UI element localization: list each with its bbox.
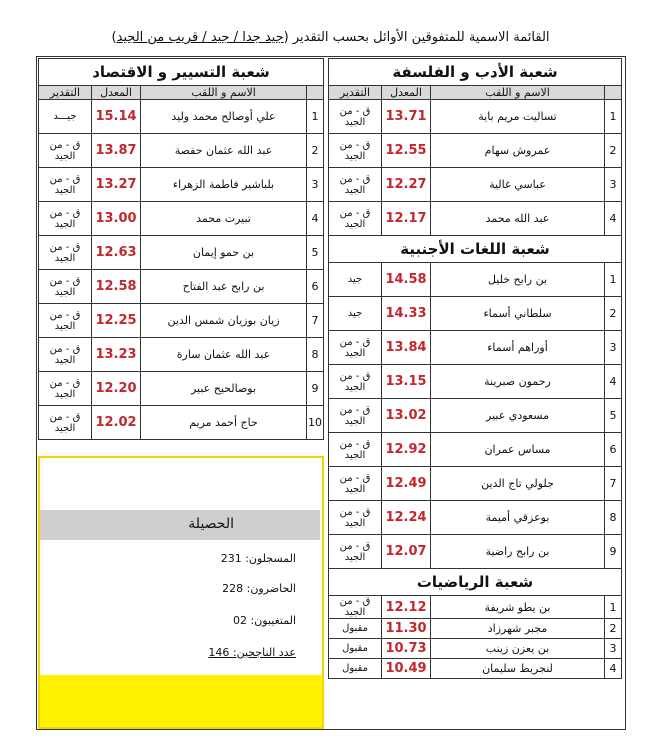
table-row	[39, 202, 324, 236]
student-name: زيان بوزيان شمس الدين	[141, 304, 307, 338]
present-label: الحاضرون:	[246, 582, 296, 595]
table-row	[39, 338, 324, 372]
student-grade: مقبول	[329, 659, 382, 679]
table-row	[329, 331, 622, 365]
row-number: 6	[307, 270, 324, 304]
student-grade: ق - من الجيد	[329, 100, 382, 134]
summary-registered	[221, 552, 296, 565]
row-number: 4	[605, 202, 622, 236]
table-row	[39, 270, 324, 304]
table-row	[329, 202, 622, 236]
row-number: 3	[605, 639, 622, 659]
row-number: 7	[605, 467, 622, 501]
table-literature	[328, 58, 622, 679]
table-row	[329, 639, 622, 659]
row-number: 9	[605, 535, 622, 569]
student-grade: ق - من الجيد	[39, 236, 92, 270]
row-number: 2	[605, 619, 622, 639]
page-title	[0, 30, 661, 45]
student-average: 13.27	[92, 168, 141, 202]
student-average: 12.20	[92, 372, 141, 406]
summary-passed	[208, 646, 296, 659]
registered-value: 231	[220, 552, 242, 565]
student-name: بن يعزن زينب	[431, 639, 605, 659]
summary-absent	[233, 614, 296, 627]
student-name: بن حمو إيمان	[141, 236, 307, 270]
passed-label: عدد الناجحين:	[232, 646, 296, 659]
section-title-literature: شعبة الأدب و الفلسفة	[329, 59, 622, 86]
student-name: عمروش سهام	[431, 134, 605, 168]
col-name: الاسم و اللقب	[431, 86, 605, 100]
student-grade: ق - من الجيد	[329, 134, 382, 168]
col-grade: التقدير	[39, 86, 92, 100]
row-number: 5	[605, 399, 622, 433]
student-name: بوعزقي أميمة	[431, 501, 605, 535]
table-management	[38, 58, 324, 440]
student-grade: ق - من الجيد	[39, 304, 92, 338]
student-grade: ق - من الجيد	[39, 168, 92, 202]
row-number: 4	[605, 659, 622, 679]
student-average: 13.15	[382, 365, 431, 399]
row-number: 1	[307, 100, 324, 134]
student-grade: ق - من الجيد	[39, 338, 92, 372]
row-number: 2	[307, 134, 324, 168]
student-grade: جيد	[329, 297, 382, 331]
table-row	[329, 100, 622, 134]
table-row	[329, 659, 622, 679]
student-name: تساليت مريم باية	[431, 100, 605, 134]
student-name: علي أوصالح محمد وليد	[141, 100, 307, 134]
row-number: 1	[605, 263, 622, 297]
student-grade: ق - من الجيد	[329, 433, 382, 467]
student-name: بوصالحيح عبير	[141, 372, 307, 406]
table-row	[39, 304, 324, 338]
student-grade: جيد	[329, 263, 382, 297]
row-number: 7	[307, 304, 324, 338]
col-avg: المعدل	[382, 86, 431, 100]
student-average: 13.84	[382, 331, 431, 365]
row-number: 3	[605, 168, 622, 202]
student-grade: ق - من الجيد	[329, 596, 382, 619]
student-average: 12.12	[382, 596, 431, 619]
student-grade: ق - من الجيد	[39, 134, 92, 168]
table-row	[39, 100, 324, 134]
student-average: 14.33	[382, 297, 431, 331]
student-grade: ق - من الجيد	[329, 399, 382, 433]
col-avg: المعدل	[92, 86, 141, 100]
student-name: مجبر شهرزاد	[431, 619, 605, 639]
registered-label: المسجلون:	[245, 552, 296, 565]
student-average: 13.87	[92, 134, 141, 168]
student-name: رحمون صبرينة	[431, 365, 605, 399]
student-average: 12.07	[382, 535, 431, 569]
table-row	[39, 168, 324, 202]
student-average: 13.00	[92, 202, 141, 236]
student-grade: ق - من الجيد	[329, 535, 382, 569]
summary-box	[38, 456, 324, 729]
section-title-management: شعبة التسيير و الاقتصاد	[39, 59, 324, 86]
student-average: 11.30	[382, 619, 431, 639]
student-name: عبد الله عثمان سارة	[141, 338, 307, 372]
student-average: 12.25	[92, 304, 141, 338]
student-name: أوراهم أسماء	[431, 331, 605, 365]
row-number: 8	[605, 501, 622, 535]
absent-value: 02	[233, 614, 247, 627]
student-grade: ق - من الجيد	[329, 331, 382, 365]
row-number: 4	[605, 365, 622, 399]
student-name: بلباشير فاطمة الزهراء	[141, 168, 307, 202]
student-average: 15.14	[92, 100, 141, 134]
student-average: 13.23	[92, 338, 141, 372]
table-row	[329, 619, 622, 639]
row-number: 8	[307, 338, 324, 372]
student-grade: ق - من الجيد	[329, 168, 382, 202]
student-grade: مقبول	[329, 619, 382, 639]
student-average: 10.73	[382, 639, 431, 659]
highlight-bar	[40, 675, 322, 727]
student-grade: ق - من الجيد	[39, 372, 92, 406]
table-row	[39, 406, 324, 440]
student-average: 12.55	[382, 134, 431, 168]
row-number: 3	[605, 331, 622, 365]
row-number: 1	[605, 596, 622, 619]
student-name: بن رابح خليل	[431, 263, 605, 297]
student-average: 12.63	[92, 236, 141, 270]
summary-title: الحصيلة	[188, 516, 234, 532]
table-row	[329, 134, 622, 168]
student-name: عبد الله عثمان حفصة	[141, 134, 307, 168]
present-value: 228	[222, 582, 244, 595]
row-number: 5	[307, 236, 324, 270]
col-num	[307, 86, 324, 100]
table-row	[329, 467, 622, 501]
col-name: الاسم و اللقب	[141, 86, 307, 100]
student-name: بن يطو شريفة	[431, 596, 605, 619]
table-row	[329, 596, 622, 619]
summary-header	[40, 510, 320, 540]
student-grade: ق - من الجيد	[329, 501, 382, 535]
table-row	[329, 297, 622, 331]
student-grade: جيـــد	[39, 100, 92, 134]
table-row	[39, 236, 324, 270]
row-number: 1	[605, 100, 622, 134]
table-row	[329, 168, 622, 202]
table-row	[329, 399, 622, 433]
student-average: 12.49	[382, 467, 431, 501]
student-grade: ق - من الجيد	[329, 365, 382, 399]
student-name: بن رابح عبد الفتاح	[141, 270, 307, 304]
passed-value: 146	[208, 646, 230, 659]
student-grade: ق - من الجيد	[329, 202, 382, 236]
student-name: جلولي تاج الدين	[431, 467, 605, 501]
student-average: 12.27	[382, 168, 431, 202]
student-grade: ق - من الجيد	[329, 467, 382, 501]
title-grades: جيد جدا / جيد / قريب من الجيد	[116, 30, 284, 45]
student-name: مسعودي عبير	[431, 399, 605, 433]
title-text: القائمة الاسمية للمتفوقين الأوائل بحسب التقدير (	[283, 30, 550, 45]
summary-present	[222, 582, 296, 595]
student-average: 10.49	[382, 659, 431, 679]
table-row	[329, 535, 622, 569]
student-name: بن رابح راضية	[431, 535, 605, 569]
student-name: عبد الله محمد	[431, 202, 605, 236]
table-row	[39, 134, 324, 168]
table-row	[329, 501, 622, 535]
title-close: )	[111, 30, 117, 45]
student-name: تبيرت محمد	[141, 202, 307, 236]
row-number: 6	[605, 433, 622, 467]
student-name: مساس عمران	[431, 433, 605, 467]
col-num	[605, 86, 622, 100]
absent-label: المتغيبون:	[250, 614, 296, 627]
table-row	[329, 365, 622, 399]
student-average: 12.58	[92, 270, 141, 304]
row-number: 4	[307, 202, 324, 236]
row-number: 9	[307, 372, 324, 406]
section-title-languages: شعبة اللغات الأجنبية	[329, 236, 622, 263]
table-row	[329, 263, 622, 297]
table-row	[329, 433, 622, 467]
row-number: 2	[605, 297, 622, 331]
student-grade: ق - من الجيد	[39, 202, 92, 236]
row-number: 10	[307, 406, 324, 440]
section-title-math: شعبة الرياضيات	[329, 569, 622, 596]
student-grade: ق - من الجيد	[39, 270, 92, 304]
student-grade: ق - من الجيد	[39, 406, 92, 440]
student-grade: مقبول	[329, 639, 382, 659]
student-name: لنجريط سليمان	[431, 659, 605, 679]
table-row	[39, 372, 324, 406]
student-average: 13.02	[382, 399, 431, 433]
student-average: 12.17	[382, 202, 431, 236]
student-average: 12.02	[92, 406, 141, 440]
student-name: حاج أحمد مريم	[141, 406, 307, 440]
student-average: 12.92	[382, 433, 431, 467]
row-number: 3	[307, 168, 324, 202]
col-grade: التقدير	[329, 86, 382, 100]
student-name: سلطاني أسماء	[431, 297, 605, 331]
student-name: عباسي غالية	[431, 168, 605, 202]
student-average: 12.24	[382, 501, 431, 535]
student-average: 13.71	[382, 100, 431, 134]
student-average: 14.58	[382, 263, 431, 297]
row-number: 2	[605, 134, 622, 168]
